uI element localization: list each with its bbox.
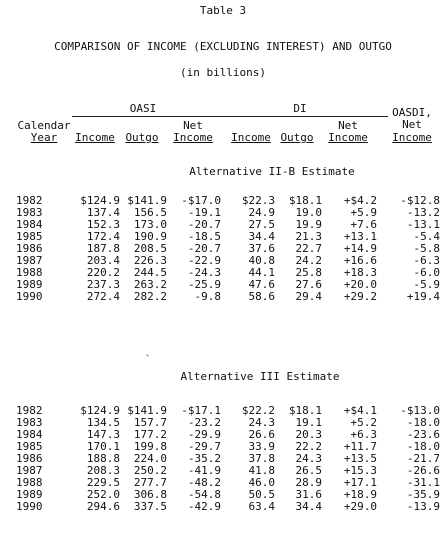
value-cell: -48.2 [187, 476, 221, 489]
oasi-net-header: Net [183, 119, 203, 132]
section-title-ii-b: Alternative II-B Estimate [189, 165, 355, 178]
value-cell: +14.9 [343, 242, 377, 255]
value-cell: 220.2 [86, 266, 120, 279]
value-cell: 337.5 [133, 500, 167, 513]
value-cell: +6.3 [350, 428, 377, 441]
value-cell: -31.1 [406, 476, 440, 489]
value-cell: -24.3 [187, 266, 221, 279]
table-row [0, 453, 446, 465]
value-cell: -54.8 [187, 488, 221, 501]
value-cell: +20.0 [343, 278, 377, 291]
value-cell: 263.2 [133, 278, 167, 291]
value-cell: -35.2 [187, 452, 221, 465]
value-cell: +7.6 [350, 218, 377, 231]
value-cell: 237.3 [86, 278, 120, 291]
value-cell: -$17.0 [181, 194, 221, 207]
value-cell: -25.9 [187, 278, 221, 291]
year-cell: 1983 [16, 416, 43, 429]
scan-speck [146, 354, 149, 356]
value-cell: $141.9 [127, 404, 167, 417]
oasi-net-income-header: Income [173, 131, 213, 144]
value-cell: 252.0 [86, 488, 120, 501]
value-cell: 21.3 [295, 230, 322, 243]
value-cell: -22.9 [187, 254, 221, 267]
table-row [0, 501, 446, 513]
value-cell: 24.3 [295, 452, 322, 465]
value-cell: 26.6 [248, 428, 275, 441]
value-cell: -13.9 [406, 500, 440, 513]
value-cell: 33.9 [248, 440, 275, 453]
year-cell: 1990 [16, 500, 43, 513]
value-cell: 47.6 [248, 278, 275, 291]
value-cell: 226.3 [133, 254, 167, 267]
table-row [0, 279, 446, 291]
value-cell: -23.6 [406, 428, 440, 441]
value-cell: -$13.0 [400, 404, 440, 417]
value-cell: 24.2 [295, 254, 322, 267]
oasdi-header: OASDI, [392, 106, 432, 119]
value-cell: +$4.2 [343, 194, 377, 207]
oasi-group-header: OASI [129, 102, 157, 115]
value-cell: 294.6 [86, 500, 120, 513]
year-cell: 1982 [16, 194, 43, 207]
table-row [0, 417, 446, 429]
value-cell: +13.5 [343, 452, 377, 465]
value-cell: 19.1 [295, 416, 322, 429]
value-cell: +5.9 [350, 206, 377, 219]
value-cell: 172.4 [86, 230, 120, 243]
value-cell: 282.2 [133, 290, 167, 303]
year-cell: 1986 [16, 242, 43, 255]
year-cell: 1987 [16, 254, 43, 267]
value-cell: 203.4 [86, 254, 120, 267]
value-cell: $22.2 [241, 404, 275, 417]
value-cell: 58.6 [248, 290, 275, 303]
value-cell: -5.9 [413, 278, 440, 291]
value-cell: -6.3 [413, 254, 440, 267]
value-cell: 173.0 [133, 218, 167, 231]
value-cell: 199.8 [133, 440, 167, 453]
table-label: Table 3 [199, 4, 247, 17]
year-header: Year [30, 131, 58, 144]
value-cell: 277.7 [133, 476, 167, 489]
value-cell: 250.2 [133, 464, 167, 477]
value-cell: 46.0 [248, 476, 275, 489]
oasi-income-header: Income [75, 131, 115, 144]
value-cell: 40.8 [248, 254, 275, 267]
value-cell: -26.6 [406, 464, 440, 477]
value-cell: 272.4 [86, 290, 120, 303]
value-cell: -$17.1 [181, 404, 221, 417]
value-cell: 50.5 [248, 488, 275, 501]
value-cell: -23.2 [187, 416, 221, 429]
year-cell: 1985 [16, 440, 43, 453]
value-cell: +17.1 [343, 476, 377, 489]
value-cell: -41.9 [187, 464, 221, 477]
value-cell: 208.5 [133, 242, 167, 255]
value-cell: -$12.8 [400, 194, 440, 207]
oasdi-income-header: Income [392, 131, 432, 144]
table-row [0, 465, 446, 477]
value-cell: $124.9 [80, 194, 120, 207]
table-row [0, 243, 446, 255]
value-cell: 63.4 [248, 500, 275, 513]
year-cell: 1988 [16, 266, 43, 279]
value-cell: 157.7 [133, 416, 167, 429]
value-cell: 37.8 [248, 452, 275, 465]
value-cell: 22.2 [295, 440, 322, 453]
table-row [0, 477, 446, 489]
value-cell: 152.3 [86, 218, 120, 231]
table-row [0, 231, 446, 243]
table-row [0, 219, 446, 231]
value-cell: 306.8 [133, 488, 167, 501]
table-row [0, 405, 446, 417]
value-cell: +29.0 [343, 500, 377, 513]
value-cell: 188.8 [86, 452, 120, 465]
value-cell: +15.3 [343, 464, 377, 477]
value-cell: 25.8 [295, 266, 322, 279]
value-cell: 22.7 [295, 242, 322, 255]
value-cell: -13.1 [406, 218, 440, 231]
value-cell: -19.1 [187, 206, 221, 219]
oasi-group-rule [72, 116, 234, 117]
year-cell: 1982 [16, 404, 43, 417]
value-cell: 24.3 [248, 416, 275, 429]
di-net-header: Net [338, 119, 358, 132]
value-cell: 134.5 [86, 416, 120, 429]
value-cell: -9.8 [194, 290, 221, 303]
value-cell: -18.0 [406, 416, 440, 429]
table-subtitle: (in billions) [179, 66, 267, 79]
value-cell: 34.4 [295, 500, 322, 513]
value-cell: -18.5 [187, 230, 221, 243]
value-cell: $18.1 [288, 194, 322, 207]
di-group-rule [228, 116, 388, 117]
di-net-income-header: Income [328, 131, 368, 144]
value-cell: 31.6 [295, 488, 322, 501]
year-cell: 1984 [16, 428, 43, 441]
table-row [0, 195, 446, 207]
value-cell: 44.1 [248, 266, 275, 279]
value-cell: 20.3 [295, 428, 322, 441]
value-cell: -6.0 [413, 266, 440, 279]
value-cell: +5.2 [350, 416, 377, 429]
value-cell: +29.2 [343, 290, 377, 303]
value-cell: 27.6 [295, 278, 322, 291]
value-cell: 190.9 [133, 230, 167, 243]
value-cell: -5.8 [413, 242, 440, 255]
value-cell: $18.1 [288, 404, 322, 417]
value-cell: +18.3 [343, 266, 377, 279]
value-cell: 37.6 [248, 242, 275, 255]
value-cell: 29.4 [295, 290, 322, 303]
value-cell: 208.3 [86, 464, 120, 477]
value-cell: 156.5 [133, 206, 167, 219]
section-title-iii: Alternative III Estimate [180, 370, 340, 383]
year-cell: 1989 [16, 488, 43, 501]
value-cell: 28.9 [295, 476, 322, 489]
value-cell: -29.7 [187, 440, 221, 453]
value-cell: +11.7 [343, 440, 377, 453]
value-cell: 244.5 [133, 266, 167, 279]
value-cell: -5.4 [413, 230, 440, 243]
year-cell: 1985 [16, 230, 43, 243]
year-cell: 1988 [16, 476, 43, 489]
oasdi-net-header: Net [402, 118, 422, 131]
value-cell: +18.9 [343, 488, 377, 501]
table-row [0, 441, 446, 453]
di-group-header: DI [293, 102, 307, 115]
value-cell: -20.7 [187, 218, 221, 231]
value-cell: $141.9 [127, 194, 167, 207]
value-cell: 19.0 [295, 206, 322, 219]
value-cell: 229.5 [86, 476, 120, 489]
year-cell: 1990 [16, 290, 43, 303]
value-cell: 19.9 [295, 218, 322, 231]
value-cell: 224.0 [133, 452, 167, 465]
year-cell: 1983 [16, 206, 43, 219]
table-row [0, 267, 446, 279]
table-row [0, 291, 446, 303]
value-cell: $22.3 [241, 194, 275, 207]
year-cell: 1987 [16, 464, 43, 477]
calendar-header: Calendar [17, 119, 71, 132]
value-cell: $124.9 [80, 404, 120, 417]
value-cell: 26.5 [295, 464, 322, 477]
table-row [0, 255, 446, 267]
year-cell: 1989 [16, 278, 43, 291]
table-title: COMPARISON OF INCOME (EXCLUDING INTEREST) AND OUTGO [54, 40, 392, 53]
value-cell: +19.4 [406, 290, 440, 303]
value-cell: 34.4 [248, 230, 275, 243]
value-cell: -21.7 [406, 452, 440, 465]
value-cell: -29.9 [187, 428, 221, 441]
value-cell: -42.9 [187, 500, 221, 513]
value-cell: 177.2 [133, 428, 167, 441]
value-cell: 41.8 [248, 464, 275, 477]
value-cell: 137.4 [86, 206, 120, 219]
value-cell: +$4.1 [343, 404, 377, 417]
year-cell: 1984 [16, 218, 43, 231]
value-cell: 170.1 [86, 440, 120, 453]
value-cell: +16.6 [343, 254, 377, 267]
table-row [0, 429, 446, 441]
di-outgo-header: Outgo [280, 131, 314, 144]
value-cell: 187.8 [86, 242, 120, 255]
value-cell: +13.1 [343, 230, 377, 243]
value-cell: -13.2 [406, 206, 440, 219]
di-income-header: Income [231, 131, 271, 144]
value-cell: 24.9 [248, 206, 275, 219]
value-cell: 147.3 [86, 428, 120, 441]
value-cell: -18.0 [406, 440, 440, 453]
value-cell: 27.5 [248, 218, 275, 231]
oasi-outgo-header: Outgo [125, 131, 159, 144]
year-cell: 1986 [16, 452, 43, 465]
table-row [0, 489, 446, 501]
value-cell: -20.7 [187, 242, 221, 255]
value-cell: -35.9 [406, 488, 440, 501]
table-row [0, 207, 446, 219]
